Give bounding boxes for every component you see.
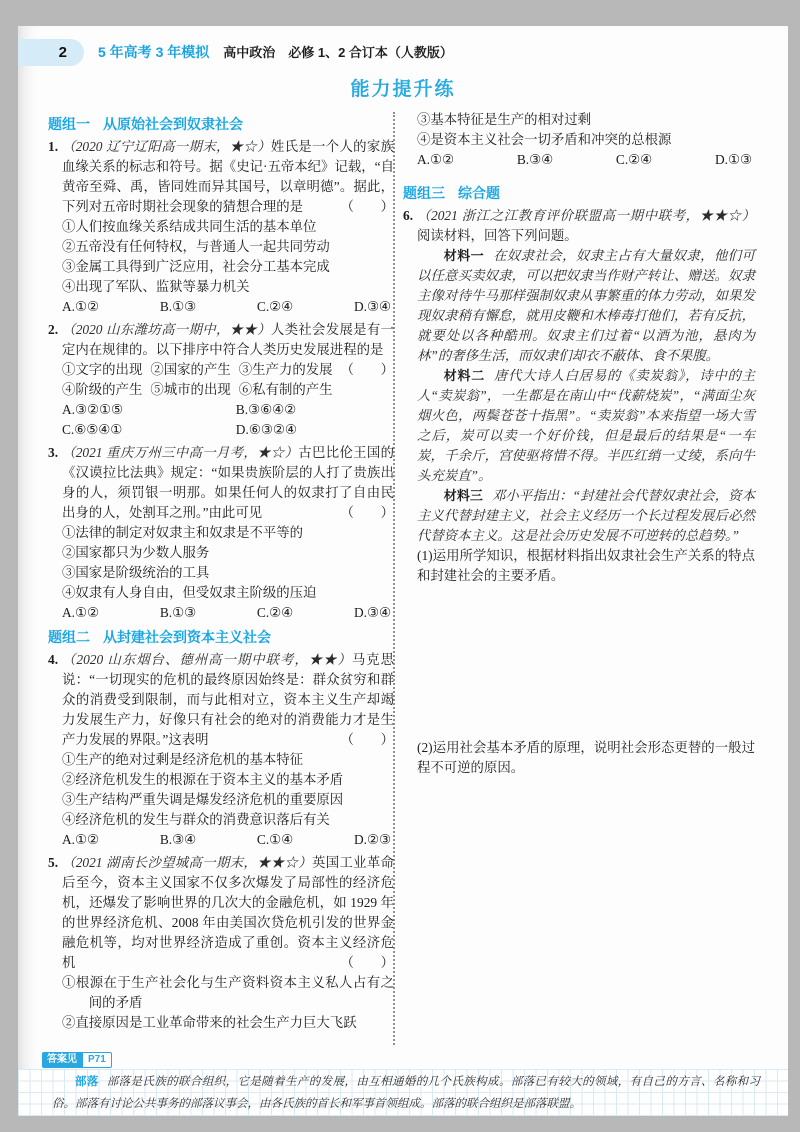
question-4-source: （2020 山东烟台、德州高一期中联考，★★） (62, 652, 352, 667)
statement-item: ①法律的制定对奴隶主和奴隶是不平等的 (62, 525, 304, 540)
page-number-pill (18, 39, 84, 66)
option-d: D.①③ (714, 152, 752, 167)
question-2-stem-text: 人类社会发展是有一定内在规律的。以下排序中符合人类历史发展进程的是 (62, 322, 395, 357)
statement-item: ①根源在于生产社会化与生产资料资本主义私人占有之间的矛盾 (62, 975, 394, 1010)
group-2-label: 题组二 (48, 629, 90, 645)
option-c: C.⑥⑤④① (62, 422, 123, 437)
statement-item: ④奴隶有人身自由，但受奴隶主阶级的压迫 (62, 585, 317, 600)
group-1-label: 题组一 (48, 116, 90, 132)
option-c: C.②④ (256, 605, 294, 620)
question-2-options-row (62, 400, 394, 440)
question-3 (48, 443, 394, 623)
group-1-header (48, 113, 394, 135)
option-b: B.③④ (159, 832, 197, 847)
subquestion-2: (2)运用社会基本矛盾的原理，说明社会形态更替的一般过程不可逆的原因。 (417, 740, 755, 775)
question-6-number: 6. (403, 208, 414, 223)
statement-item: ③生产结构严重失调是爆发经济危机的重要原因 (62, 792, 344, 807)
question-3-stem-text: 古巴比伦王国的《汉谟拉比法典》规定：“如果贵族阶层的人打了贵族出身的人，须罚银一明那。如果任何人的奴隶打了自由民出身的人，处割耳之刑。”由此可见 (62, 445, 394, 520)
answer-bracket: （ ） (340, 505, 394, 520)
option-d: D.③④ (353, 605, 391, 620)
note-text: 部落是氏族的联合组织，它是随着生产的发展，由互相通婚的几个氏族构成。部落已有较大的领域，有自己的方言、名称和习俗。部落有讨论公共事务的部落议事会，由各氏族的首长和军事首领组成。部落的联合组织是部落联盟。 (52, 1076, 761, 1110)
question-3-source: （2021 重庆万州三中高一月考，★☆） (62, 445, 299, 460)
material-3 (417, 486, 755, 546)
group-2-title: 从封建社会到资本主义社会 (103, 629, 271, 645)
statement-item: ⑥私有制的产生 (238, 382, 333, 397)
answers-badge (42, 1052, 112, 1068)
option-b: B.①③ (159, 605, 197, 620)
book-subtitle: 高中政治 必修 1、2 合订本（人教版） (223, 45, 453, 60)
option-b: B.①③ (159, 299, 197, 314)
option-a: A.①② (417, 152, 455, 167)
statement-item: ②国家都只为少数人服务 (62, 545, 210, 560)
option-b: B.③⑥④② (235, 402, 297, 417)
statement-item: ①人们按血缘关系结成共同生活的基本单位 (62, 219, 317, 234)
question-5-number: 5. (48, 855, 59, 870)
answer-bracket: （ ） (340, 362, 394, 377)
option-b: B.③④ (516, 152, 554, 167)
statement-item: ④阶级的产生 (62, 382, 143, 397)
group-3-title: 综合题 (458, 185, 500, 201)
question-6-source: （2021 浙江之江教育评价联盟高一期中联考，★★☆） (417, 208, 755, 223)
answer-label: 答案见 (42, 1052, 82, 1068)
statement-item: ①文字的出现 (62, 362, 143, 377)
question-1-number: 1. (48, 139, 59, 154)
right-column (403, 110, 755, 781)
statement-item: ④经济危机的发生与群众的消费意识落后有关 (62, 812, 330, 827)
group-3-header (403, 182, 755, 204)
book-header (98, 39, 453, 66)
question-1-stem-text: 姓氏是一个人的家族血缘关系的标志和符号。据《史记·五帝本纪》记载，“自黄帝至舜、禹，皆同姓而异其国号，以章明德”。据此，下列对五帝时期社会现象的猜想合理的是 (62, 139, 395, 214)
option-c: C.②④ (615, 152, 653, 167)
question-4-number: 4. (48, 652, 59, 667)
answer-bracket: （ ） (340, 955, 394, 970)
group-1-title: 从原始社会到奴隶社会 (103, 116, 243, 132)
question-5-continued (403, 110, 755, 170)
material-2-text: 唐代大诗人白居易的《卖炭翁》，诗中的主人“卖炭翁”，一生都是在南山中“伐薪烧炭”，“满面尘灰烟火色，两鬓苍苍十指黑”。“卖炭翁”本来指望一场大雪之后，炭可以卖一个好价钱，但是最后的结果是“一车炭，千余斤，宫使驱将惜不得。半匹红绡一丈绫，系向牛头充炭直”。 (417, 368, 755, 483)
question-4-options-row (62, 830, 394, 850)
question-5-source: （2021 湖南长沙望城高一期末，★★☆） (62, 855, 312, 870)
question-5-stem (62, 853, 394, 973)
statement-item: ⑤城市的出现 (150, 382, 231, 397)
question-1 (48, 137, 394, 317)
question-3-options-row (62, 603, 394, 623)
question-2-source: （2020 山东潍坊高一期中，★★） (62, 322, 271, 337)
statement-item: ③国家是阶级统治的工具 (62, 565, 210, 580)
group-3-label: 题组三 (403, 185, 445, 201)
question-4-stem-text: 马克思说：“一切现实的危机的最终原因始终是：群众贫穷和群众的消费受到限制，而与此相对立，资本主义生产却竭力发展生产力，好像只有社会的绝对的消费能力才是生产力发展的界限。”这表明 (62, 652, 394, 747)
glossary-note (52, 1071, 760, 1115)
statement-item: ①生产的绝对过剩是经济危机的基本特征 (62, 752, 304, 767)
material-1 (417, 246, 755, 366)
question-2-items (62, 360, 340, 400)
book-title: 5 年高考 3 年模拟 (98, 44, 210, 60)
subquestion-1: (1)运用所学知识，根据材料指出奴隶社会生产关系的特点和封建社会的主要矛盾。 (417, 548, 755, 583)
option-c: C.②④ (256, 299, 294, 314)
statement-item: ③生产力的发展 (238, 362, 333, 377)
statement-item: ③金属工具得到广泛应用，社会分工基本完成 (62, 259, 330, 274)
question-5-stem-text: 英国工业革命后至今，资本主义国家不仅多次爆发了局部性的经济危机，还爆发了影响世界的几次大的金融危机，如 1929 年的世界经济危机、2008 年由美国次贷危机引发的世界金融危机等，均对世界经济造成了重创。资本主义经济危机 (62, 855, 394, 970)
option-a: A.①② (62, 299, 100, 314)
question-1-source: （2020 辽宁辽阳高一期末，★☆） (62, 139, 271, 154)
question-4-stem (62, 650, 394, 750)
option-c: C.①④ (256, 832, 294, 847)
option-d: D.③④ (353, 299, 391, 314)
statement-item: ④是资本主义社会一切矛盾和冲突的总根源 (417, 132, 672, 147)
note-term: 部落 (75, 1076, 99, 1088)
material-3-label: 材料三 (443, 488, 483, 503)
page (18, 26, 788, 1116)
material-3-text: 邓小平指出：“封建社会代替奴隶社会，资本主义代替封建主义，社会主义经历一个长过程发展后必然代替资本主义。这是社会历史发展不可逆转的总趋势。” (417, 488, 755, 543)
question-4 (48, 650, 394, 850)
question-3-stem (62, 443, 394, 523)
statement-item: ②直接原因是工业革命带来的社会生产力巨大飞跃 (62, 1015, 357, 1030)
question-1-options-row (62, 297, 394, 317)
question-6-intro: 阅读材料，回答下列问题。 (417, 228, 578, 243)
question-5 (48, 853, 394, 1033)
answer-page-ref: P71 (82, 1052, 112, 1068)
statement-item: ②国家的产生 (150, 362, 231, 377)
note-strip (18, 1069, 788, 1116)
question-6-stem (417, 206, 755, 246)
question-2 (48, 320, 394, 440)
question-6 (403, 206, 755, 778)
statement-item: ④出现了军队、监狱等暴力机关 (62, 279, 250, 294)
option-d: D.②③ (353, 832, 391, 847)
option-a: A.①② (62, 605, 100, 620)
material-2-label: 材料二 (443, 368, 486, 383)
question-3-number: 3. (48, 445, 59, 460)
statement-item: ②经济危机发生的根源在于资本主义的基本矛盾 (62, 772, 344, 787)
material-2 (417, 366, 755, 486)
statement-item: ③基本特征是生产的相对过剩 (417, 112, 592, 127)
question-2-number: 2. (48, 322, 59, 337)
group-2-header (48, 626, 394, 648)
option-d: D.⑥③②④ (235, 422, 297, 437)
option-a: A.③②①⑤ (62, 402, 124, 417)
statement-item: ②五帝没有任何特权，与普通人一起共同劳动 (62, 239, 330, 254)
answer-bracket: （ ） (340, 732, 394, 747)
answer-bracket: （ ） (340, 199, 394, 214)
option-a: A.①② (62, 832, 100, 847)
material-1-text: 在奴隶社会，奴隶主占有大量奴隶，他们可以任意买卖奴隶，可以把奴隶当作财产转让、赠送。奴隶主像对待牛马那样强制奴隶从事繁重的体力劳动，如果发现奴隶稍有懈怠，就用皮鞭和木棒毒打他们，若有反抗，就要处以各种酷刑。奴隶主们过着“以酒为池，悬肉为林”的奢侈生活，而奴隶们却衣不蔽体、食不果腹。 (417, 248, 755, 363)
page-number: 2 (58, 44, 67, 61)
question-5-options-row (417, 150, 755, 170)
question-1-stem (62, 137, 394, 217)
material-1-label: 材料一 (443, 248, 485, 263)
section-title: 能力提升练 (350, 79, 456, 100)
left-column (48, 110, 394, 1036)
